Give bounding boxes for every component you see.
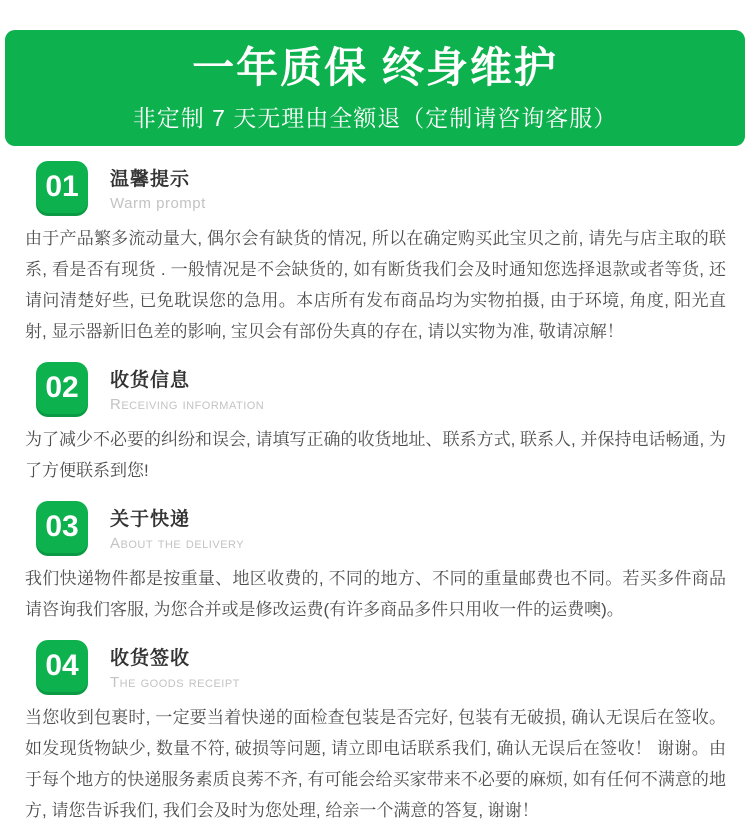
section-header [36, 161, 750, 213]
section-title: 收货签收 [110, 648, 191, 669]
section-number-badge: 04 [36, 640, 88, 692]
section-body-text: 我们快递物件都是按重量、地区收费的, 不同的地方、不同的重量邮费也不同。若买多件商品请咨询我们客服, 为您合并或是修改运费(有许多商品多件只用收一件的运费噢)。 [25, 569, 726, 619]
section-title: 关于快递 [110, 509, 191, 530]
section-subtitle-en: The goods receipt [110, 674, 240, 691]
warranty-banner-subtitle: 非定制 7 天无理由全额退（定制请咨询客服） [132, 105, 618, 132]
section-header [36, 640, 750, 692]
section-title: 收货信息 [110, 370, 191, 391]
section-title: 温馨提示 [110, 169, 191, 190]
section-warm-prompt [0, 161, 750, 347]
section-subtitle-en: Warm prompt [110, 195, 206, 212]
section-body-text: 为了减少不必要的纠纷和误会, 请填写正确的收货地址、联系方式, 联系人, 并保持电话畅通, 为了方便联系到您! [25, 430, 726, 480]
section-number-badge: 03 [36, 501, 88, 553]
warranty-banner [5, 30, 745, 146]
section-header-text [110, 161, 206, 212]
section-header-text [110, 362, 264, 413]
section-about-delivery [0, 501, 750, 625]
section-subtitle-en: About the delivery [110, 535, 245, 552]
section-header-text [110, 501, 244, 552]
section-header-text [110, 640, 240, 691]
section-header [36, 501, 750, 553]
section-goods-receipt [0, 640, 750, 826]
section-number-badge: 02 [36, 362, 88, 414]
section-body-text: 由于产品繁多流动量大, 偶尔会有缺货的情况, 所以在确定购买此宝贝之前, 请先与店主取的联系, 看是否有现货 . 一般情况是不会缺货的, 如有断货我们会及时通知您选择退款或者等货, 还请问清楚好些, 已免耽误您的急用。本店所有发布商品均为实物拍摄, 由于环境, 角度, 阳光直射, 显示器新旧色差的影响, 宝贝会有部份失真的存在, 请以实物为准, 敬请凉解！ [25, 229, 726, 341]
section-header [36, 362, 750, 414]
section-receiving-information [0, 362, 750, 486]
section-body-text: 当您收到包裹时, 一定要当着快递的面检查包装是否完好, 包装有无破损, 确认无误后在签收。如发现货物缺少, 数量不符, 破损等问题, 请立即电话联系我们, 确认无误后在签收！ 谢谢。由于每个地方的快递服务素质良莠不齐, 有可能会给买家带来不必要的麻烦, 如有任何不满意的地方, 请您告诉我们, 我们会及时为您处理, 给亲一个满意的答复, 谢谢！ [25, 708, 726, 820]
section-number-badge: 01 [36, 161, 88, 213]
warranty-banner-title: 一年质保 终身维护 [192, 44, 558, 91]
section-subtitle-en: Receiving information [110, 396, 265, 413]
